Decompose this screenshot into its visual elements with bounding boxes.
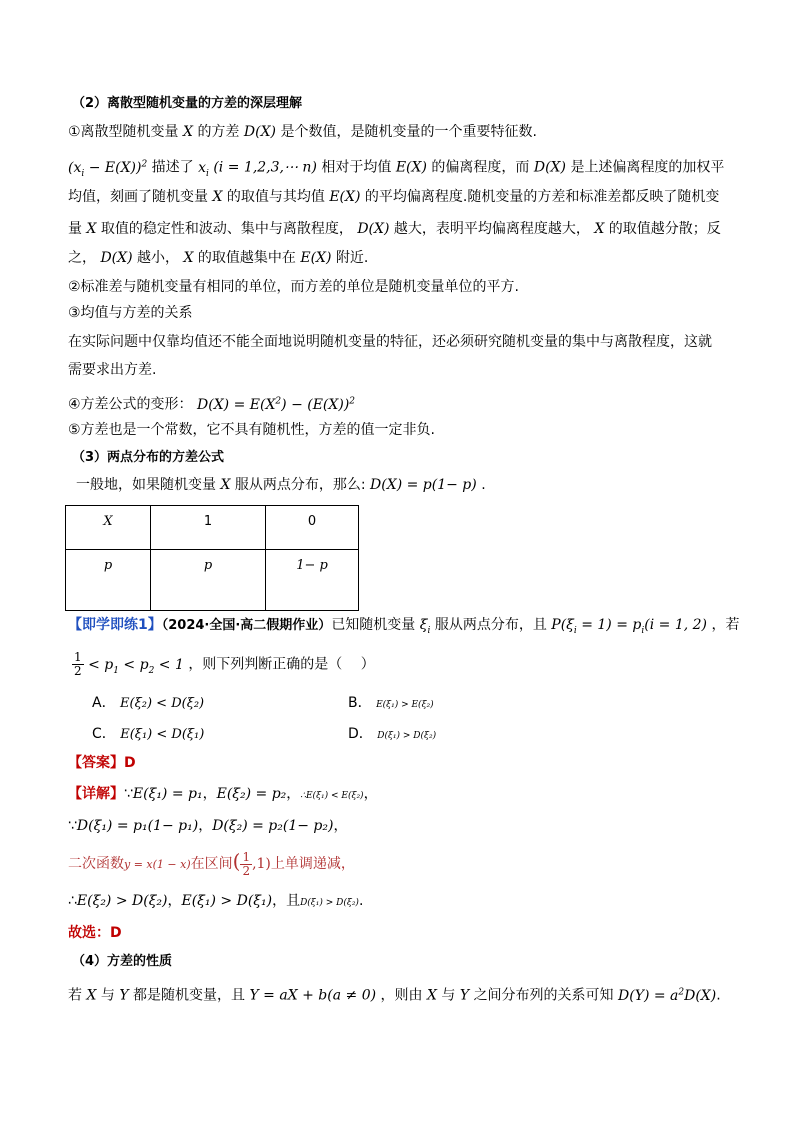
section-3-heading: （3）两点分布的方差公式 [72, 450, 225, 465]
exercise-question: 【即学即练1】（2024·全国·高二假期作业）已知随机变量 $\xi_i$ 服从两点分布，且 $P(\xi_i = 1) = p_i(i = 1$, 2) ，若 [68, 617, 740, 636]
paragraph-1: ①离散型随机变量 X 的方差 D(X) 是个数值，是随机变量的一个重要特征数. [68, 124, 537, 140]
option-a[interactable]: A． E(ξ₂) < D(ξ₂) [92, 695, 205, 711]
option-b[interactable]: B． E(ξ₁) > E(ξ₂) [348, 695, 434, 711]
table-row [66, 506, 359, 550]
paragraph-4: 量 X 取值的稳定性和波动、集中与离散程度， D(X) 越大，表明平均偏离程度越大， X 的取值越分散；反 [68, 221, 721, 237]
answer-line [68, 752, 136, 774]
paragraph-3: 均值，刻画了随机变量 X 的取值与其均值 E(X) 的平均偏离程度.随机变量的方差和标准差都反映了随机变 [68, 189, 720, 205]
variance-property-paragraph: 若 X 与 Y 都是随机变量，且 Y = aX + b(a ≠ 0) ，则由 X 与 Y 之间分布列的关系可知 $D(Y) = a^2D(X)$. [68, 987, 721, 1004]
table-cell: X [66, 506, 151, 550]
detail-line-4: ∴E(ξ₂) > D(ξ₂)，E(ξ₁) > D(ξ₁)，且D(ξ₁) > D(ξ₂). [68, 893, 364, 909]
paragraph-10: ④方差公式的变形： $D(X) = E(X^2) - (E(X))^2$ [68, 396, 356, 413]
option-c[interactable]: C． E(ξ₁) < D(ξ₁) [92, 726, 205, 742]
table-cell: p [66, 550, 151, 611]
exercise-source: （2024·全国·高二假期作业） [161, 618, 332, 633]
two-point-paragraph: 一般地，如果随机变量 X 服从两点分布，那么: D(X) = p(1− p) . [76, 477, 486, 493]
section-4-heading: （4）方差的性质 [72, 954, 173, 969]
detail-line-3: 二次函数y = x(1 − x)在区间( $\frac{1}{2}$ ,1)上单调递减， [68, 849, 355, 878]
fraction: $\frac{1}{2}$ [242, 849, 251, 878]
paragraph-7: ③均值与方差的关系 [68, 305, 193, 321]
table-cell: 1 [151, 506, 266, 550]
answer-tag: 【答案】 [68, 755, 124, 771]
exercise-tag: 【即学即练1】 [68, 617, 162, 633]
table-cell: 1− p [266, 550, 359, 611]
table-cell: p [151, 550, 266, 611]
answer-value: D [124, 755, 136, 771]
table-row [66, 550, 359, 611]
section-2-heading: （2）离散型随机变量的方差的深层理解 [72, 96, 303, 111]
option-d[interactable]: D． D(ξ₁) > D(ξ₂) [348, 726, 437, 742]
distribution-table [65, 505, 359, 611]
detail-line-1: 【详解】∵E(ξ₁) = p₁，E(ξ₂) = p₂，∴E(ξ₁) < E(ξ₂)， [68, 786, 378, 802]
exercise-condition: $\frac{1}{2}$ < $p_1 < p_2 < 1$ ，则下列判断正确的是（ ） [74, 650, 375, 678]
paragraph-2: $(x_i - E(X))^2$ 描述了 $x_i$ (i = 1,2,3,⋯ n) 相对于均值 E(X) 的偏离程度，而 D(X) 是上述偏离程度的加权平 [68, 159, 725, 179]
paragraph-9: 需要求出方差. [68, 362, 157, 378]
detail-tag: 【详解】 [68, 786, 124, 802]
paragraph-8: 在实际问题中仅靠均值还不能全面地说明随机变量的特征，还必须研究随机变量的集中与离散程度，这就 [68, 334, 712, 350]
detail-line-2: ∵D(ξ₁) = p₁(1− p₁)，D(ξ₂) = p₂(1− p₂)， [68, 818, 348, 834]
detail-choose: 故选：D [68, 925, 122, 941]
paragraph-6: ②标准差与随机变量有相同的单位，而方差的单位是随机变量单位的平方. [68, 279, 519, 295]
fraction: $\frac{1}{2}$ [74, 650, 82, 678]
paragraph-11: ⑤方差也是一个常数，它不具有随机性，方差的值一定非负. [68, 422, 435, 438]
paragraph-5: 之， D(X) 越小， X 的取值越集中在 E(X) 附近. [68, 250, 369, 266]
table-cell: 0 [266, 506, 359, 550]
